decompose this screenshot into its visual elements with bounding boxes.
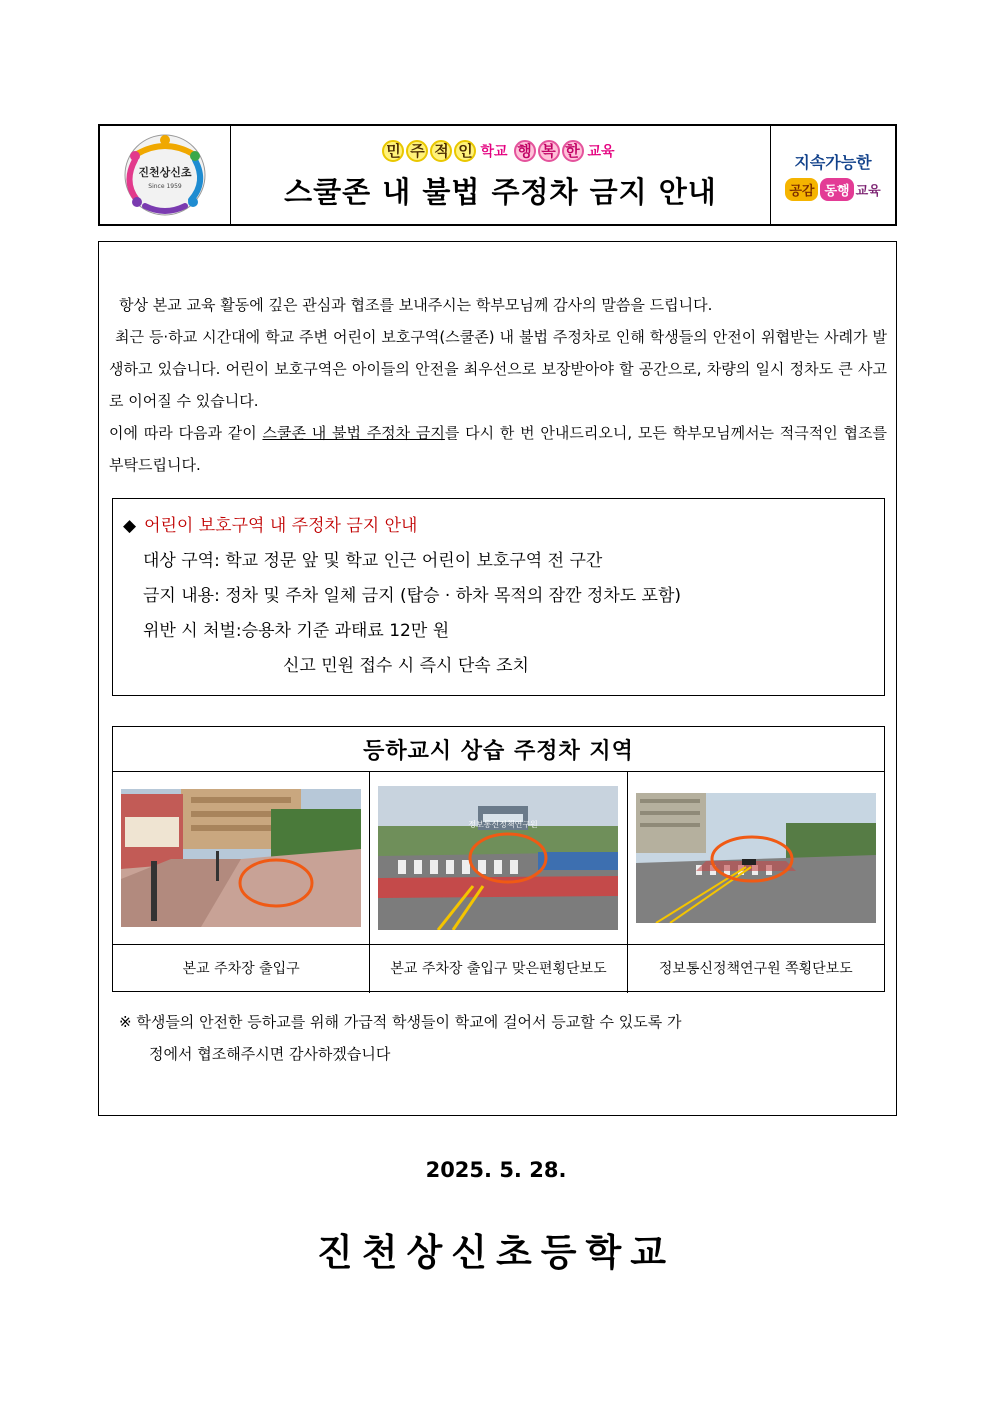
photo-caption: 본교 주차장 출입구 맞은편 횡단보도 <box>370 945 627 993</box>
notice-penalty-2: 신고 민원 접수 시 즉시 단속 조치 <box>283 656 529 676</box>
photo-crosswalk-opposite <box>378 786 618 930</box>
main-content-box <box>98 241 897 1116</box>
underlined-phrase: 스쿨존 내 불법 주정차 금지 <box>262 424 445 442</box>
slogan-char: 복 <box>538 140 560 162</box>
diamond-icon: ◆ <box>123 516 137 536</box>
photo-parking-entrance <box>121 789 361 927</box>
slogan-char: 인 <box>454 140 476 162</box>
sustainable-label: 지속가능한 <box>794 152 872 172</box>
badge-pill: 동행 <box>820 178 853 201</box>
caption-row <box>113 945 884 993</box>
sustainable-badge <box>771 126 895 224</box>
intro-paragraph: 항상 본교 교육 활동에 깊은 관심과 협조를 보내주시는 학부모님께 감사의 말씀을 드립니다. <box>119 296 713 314</box>
school-logo <box>100 126 231 224</box>
slogan-char: 한 <box>562 140 584 162</box>
logo-school-name: 진천상신초 <box>138 166 192 179</box>
badge-word: 교육 <box>855 183 881 199</box>
notice-penalty: 위반 시 처벌:승용차 기준 과태료 12만 원 <box>143 621 450 641</box>
photo-table-title: 등하교시 상습 주정차 지역 <box>113 727 884 772</box>
slogan-char: 주 <box>406 140 428 162</box>
note-line: ※ 학생들의 안전한 등하교를 위해 가급적 학생들이 학교에 걸어서 등교할 수 있도록 가 <box>119 1013 682 1031</box>
photo-caption: 본교 주차장 출입구 <box>113 945 370 993</box>
slogan-char: 행 <box>514 140 536 162</box>
document-date: 2025. 5. 28. <box>425 1158 567 1182</box>
slogan-word: 학교 <box>480 143 508 160</box>
notice-area: 대상 구역: 학교 정문 앞 및 학교 인근 어린이 보호구역 전 구간 <box>143 551 603 571</box>
notice-heading: ◆ 어린이 보호구역 내 주정차 금지 안내 <box>123 516 418 536</box>
photo-cell <box>113 772 370 944</box>
slogan <box>382 140 618 162</box>
photo-sign-text: 정보통신정책연구원 <box>468 820 539 829</box>
notice-box <box>112 498 885 696</box>
document-header <box>98 124 897 226</box>
slogan-word: 교육 <box>587 143 615 160</box>
photo-cell <box>628 772 884 944</box>
note-line: 정에서 협조해주시면 감사하겠습니다 <box>149 1045 391 1063</box>
photo-crosswalk-research-institute <box>636 793 876 923</box>
school-name: 진천상신초등학교 <box>317 1231 675 1274</box>
slogan-char: 민 <box>382 140 404 162</box>
header-center <box>231 126 771 224</box>
intro-text <box>109 289 887 481</box>
slogan-char: 적 <box>430 140 452 162</box>
closing-note <box>119 1006 889 1070</box>
photo-table <box>112 726 885 992</box>
photo-cell <box>370 772 627 944</box>
badge-pill: 공감 <box>785 178 818 201</box>
notice-content: 금지 내용: 정차 및 주차 일체 금지 (탑승 · 하차 목적의 잠깐 정차도 포함) <box>143 586 682 606</box>
intro-paragraph: 최근 등·하교 시간대에 학교 주변 어린이 보호구역(스쿨존) 내 불법 주정차로 인해 학생들의 안전이 위협받는 사례가 발생하고 있습니다. 어린이 보호구역은 아이들의 안전을 최우선으로 보장받아야 할 공간으로, 차량의 일시 정차도 큰 사고로 이어질 수 있습니다. <box>109 328 887 410</box>
page-title: 스쿨존 내 불법 주정차 금지 안내 <box>284 174 717 209</box>
photo-caption: 정보통신정책연구원 쪽 횡단보도 <box>658 961 853 977</box>
photo-row <box>113 772 884 945</box>
logo-since: Since 1959 <box>148 183 182 190</box>
intro-paragraph: 이에 따라 다음과 같이 스쿨존 내 불법 주정차 금지를 다시 한 번 안내드리오니, 모든 학부모님께서는 적극적인 협조를 부탁드립니다. <box>109 424 887 474</box>
